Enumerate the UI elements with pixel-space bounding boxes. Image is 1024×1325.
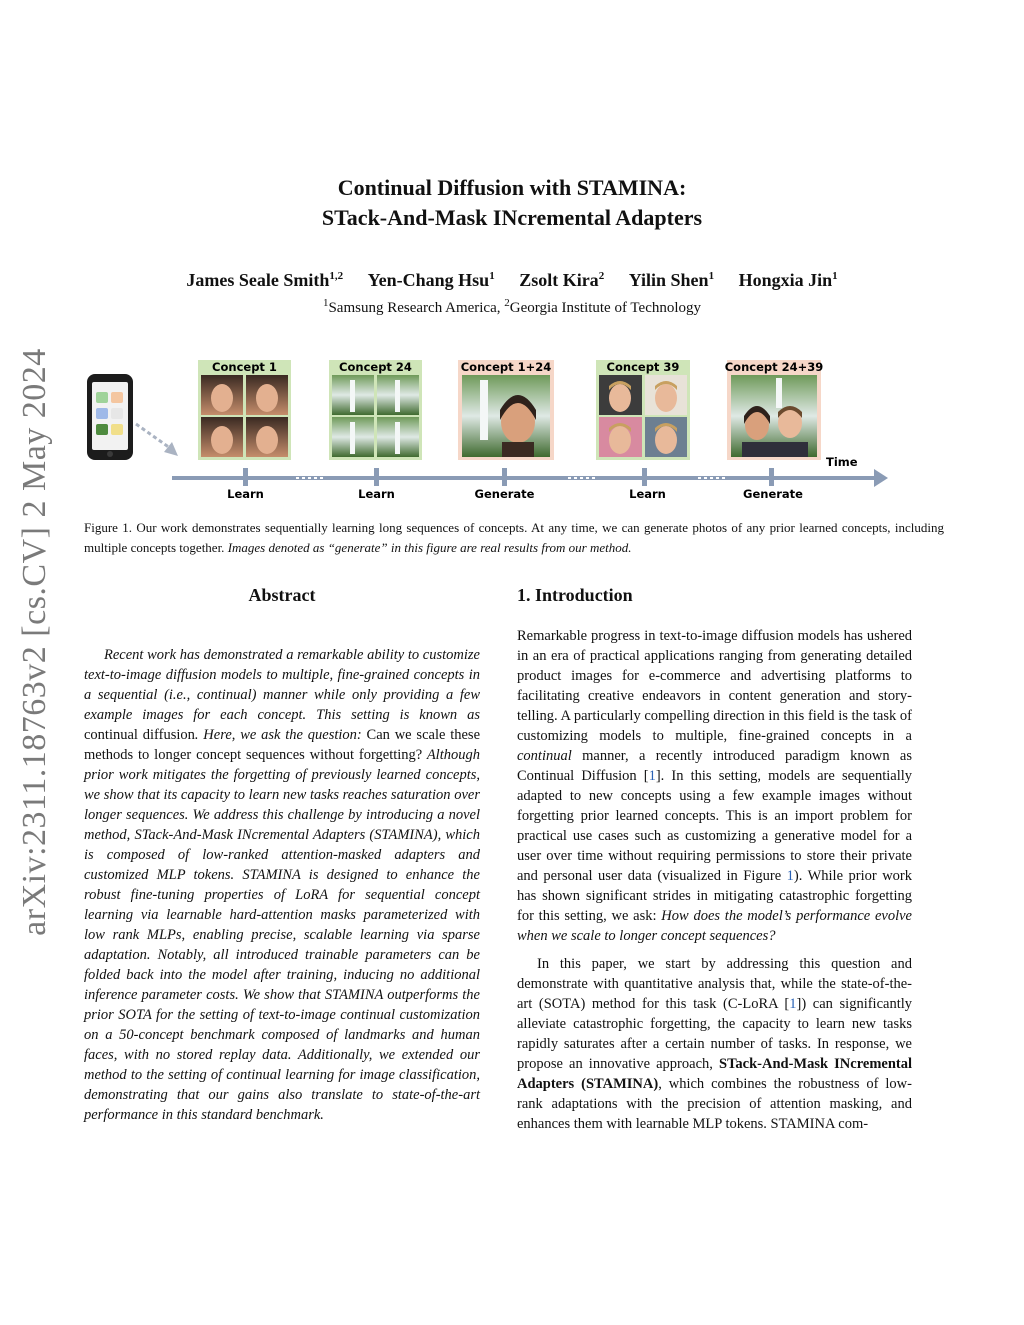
- affiliations: [0, 297, 1024, 317]
- author-affil-mark: 1: [489, 270, 495, 282]
- concept-panel-24: [329, 360, 422, 460]
- author-list: [0, 270, 1024, 291]
- abstract-question: Can we scale these methods to longer concept sequences without forgetting?: [84, 727, 481, 763]
- intro-text: ). While prior work has shown significant strides in mitigating catastrophic forgetting for this setting, we ask:: [517, 868, 913, 924]
- concept-label: Concept 24: [339, 360, 412, 374]
- abstract-text: Recent work has demonstrated a remarkable ability to customize text-to-image diffusion models to multiple, fine-grained concepts in a sequential (i.e., continual) manner while only providing a few example images for each concept. This setting is known as: [84, 647, 480, 723]
- intro-text: ]) can significantly alleviate catastrophic forgetting, the capacity to learn new tasks rapidly saturates after a certain number of tasks. In response, we propose an innovative approach,: [517, 996, 913, 1072]
- figure-ref-link[interactable]: 1: [786, 868, 794, 884]
- affiliation-1: Samsung Research America,: [328, 300, 505, 316]
- step-label: Generate: [474, 487, 535, 501]
- intro-text: manner, a recently introduced paradigm known as Continual Diffusion [: [517, 748, 912, 784]
- intro-text: , which combines the robustness of low-rank adaptations with the precision of attention masking, and enhances them with learnable MLP tokens. STAMINA com-: [517, 1076, 912, 1132]
- abstract-text: Although prior work mitigates the forgetting of previously learned concepts, we show that its capacity to learn new tasks reaches saturation over longer sequences. We address this challenge by introducing a novel method, STack-And-Mask INcremental Adapters (STAMINA), which is composed of low-ranked attention-masked adapters and customized MLP tokens. STAMINA is designed to enhance the robust fine-tuning properties of LoRA for sequential concept learning via learnable hard-attention masks parameterized with low rank MLPs, enabling precise, scalable learning via sparse adaptation. Notably, all introduced trainable parameters can be folded back into the model after training, inducing no additional inference parameter costs. We show that STAMINA outperforms the prior SOTA for the setting of text-to-image continual customization on a 50-concept benchmark composed of landmarks and human faces, with no stored replay data. Additionally, we extended our method to the setting of continual learning for image classification, demonstrating that our gains also translate to state-of-the-art performance in this standard benchmark.: [84, 747, 480, 1123]
- axis-tick: [502, 468, 507, 486]
- axis-tick: [374, 468, 379, 486]
- step-label: Generate: [743, 487, 803, 501]
- concept-label: Concept 39: [606, 360, 680, 374]
- abstract-term: continual diffusion: [84, 727, 195, 743]
- concept-label: Concept 1+24: [460, 360, 552, 374]
- concept-panel-1: [198, 360, 291, 460]
- concept-label: Concept 1: [212, 360, 277, 374]
- time-axis-arrow: [874, 469, 888, 487]
- title-line-2: STack-And-Mask INcremental Adapters: [321, 205, 703, 230]
- time-label: Time: [826, 455, 858, 469]
- author: [368, 270, 495, 290]
- author-name: James Seale Smith: [186, 270, 330, 290]
- author-name: Zsolt Kira: [519, 270, 599, 290]
- intro-paragraph-2: [517, 954, 912, 1134]
- step-label: Learn: [629, 487, 666, 501]
- arxiv-identifier: arXiv:2311.18763v2 [cs.CV] 2 May 2024: [16, 348, 53, 936]
- author-affil-mark: 1: [708, 270, 715, 282]
- concept-panel-39: [596, 360, 690, 460]
- paper-title: [0, 173, 1024, 233]
- concept-panel-1-24: [458, 360, 554, 460]
- axis-tick: [642, 468, 647, 486]
- concept-label: Concept 24+39: [724, 360, 824, 374]
- citation-link[interactable]: 1: [648, 768, 656, 784]
- affiliation-2: Georgia Institute of Technology: [509, 300, 702, 316]
- author: [739, 270, 838, 290]
- intro-paragraph-1: [517, 626, 912, 946]
- abstract-body: [84, 645, 480, 1125]
- author-name: Hongxia Jin: [738, 270, 833, 290]
- author: [629, 270, 714, 290]
- author: [519, 270, 604, 290]
- intro-body: [517, 626, 912, 1134]
- axis-tick: [243, 468, 248, 486]
- intro-text: ]. In this setting, models are sequentially adapted to new concepts using a few example images without forgetting prior learned concepts. This is an import problem for practical use cases such as customizing a generative model for a user over time without requiring permissions to store their private and personal user data (visualized in Figure: [517, 768, 913, 884]
- step-label: Learn: [358, 487, 395, 501]
- intro-emphasis: continual: [517, 748, 572, 764]
- author-affil-mark: 2: [598, 270, 605, 282]
- phone-arrow: [136, 424, 170, 448]
- caption-text: Figure 1. Our work demonstrates sequentially learning long sequences of concepts. At any time, we can generate photos of any prior learned concepts, including multiple concepts together.: [84, 520, 944, 555]
- intro-question: How does the model’s performance evolve when we scale to longer concept sequences?: [517, 908, 912, 944]
- author-name: Yen-Chang Hsu: [367, 270, 490, 290]
- concept-panel-24-39: [725, 360, 824, 460]
- author-name: Yilin Shen: [628, 270, 709, 290]
- step-label: Learn: [227, 487, 264, 501]
- citation-link[interactable]: 1: [789, 996, 797, 1012]
- method-name: STack-And-Mask INcremental Adapters (STAMINA): [517, 1056, 913, 1092]
- intro-heading: 1. Introduction: [517, 585, 633, 605]
- author: [186, 270, 343, 290]
- figure-caption: [84, 518, 944, 557]
- abstract-heading: Abstract: [248, 585, 316, 605]
- phone-icon: [87, 374, 133, 460]
- author-affil-mark: 1: [832, 270, 838, 282]
- affil-mark: 2: [504, 297, 510, 309]
- figure-1: [84, 350, 944, 510]
- caption-italic: Images denoted as “generate” in this figure are real results from our method.: [227, 539, 632, 555]
- intro-text: Remarkable progress in text-to-image diffusion models has ushered in an era of practical applications ranging from generating detailed product images for e-commerce and advertising platforms to facilitating creative endeavors in content generation and story-telling. A particularly compelling direction in this field is the task of customizing models to multiple, fine-grained concepts in a: [517, 628, 912, 744]
- axis-tick: [769, 468, 774, 486]
- author-affil-mark: 1,2: [329, 270, 344, 282]
- intro-text: In this paper, we start by addressing this question and demonstrate with quantitative analysis that, while the state-of-the-art (SOTA) method for this task (C-LoRA [: [517, 956, 912, 1012]
- abstract-text: . Here, we ask the question:: [194, 727, 367, 743]
- title-line-1: Continual Diffusion with STAMINA:: [337, 175, 687, 200]
- affil-mark: 1: [322, 297, 329, 309]
